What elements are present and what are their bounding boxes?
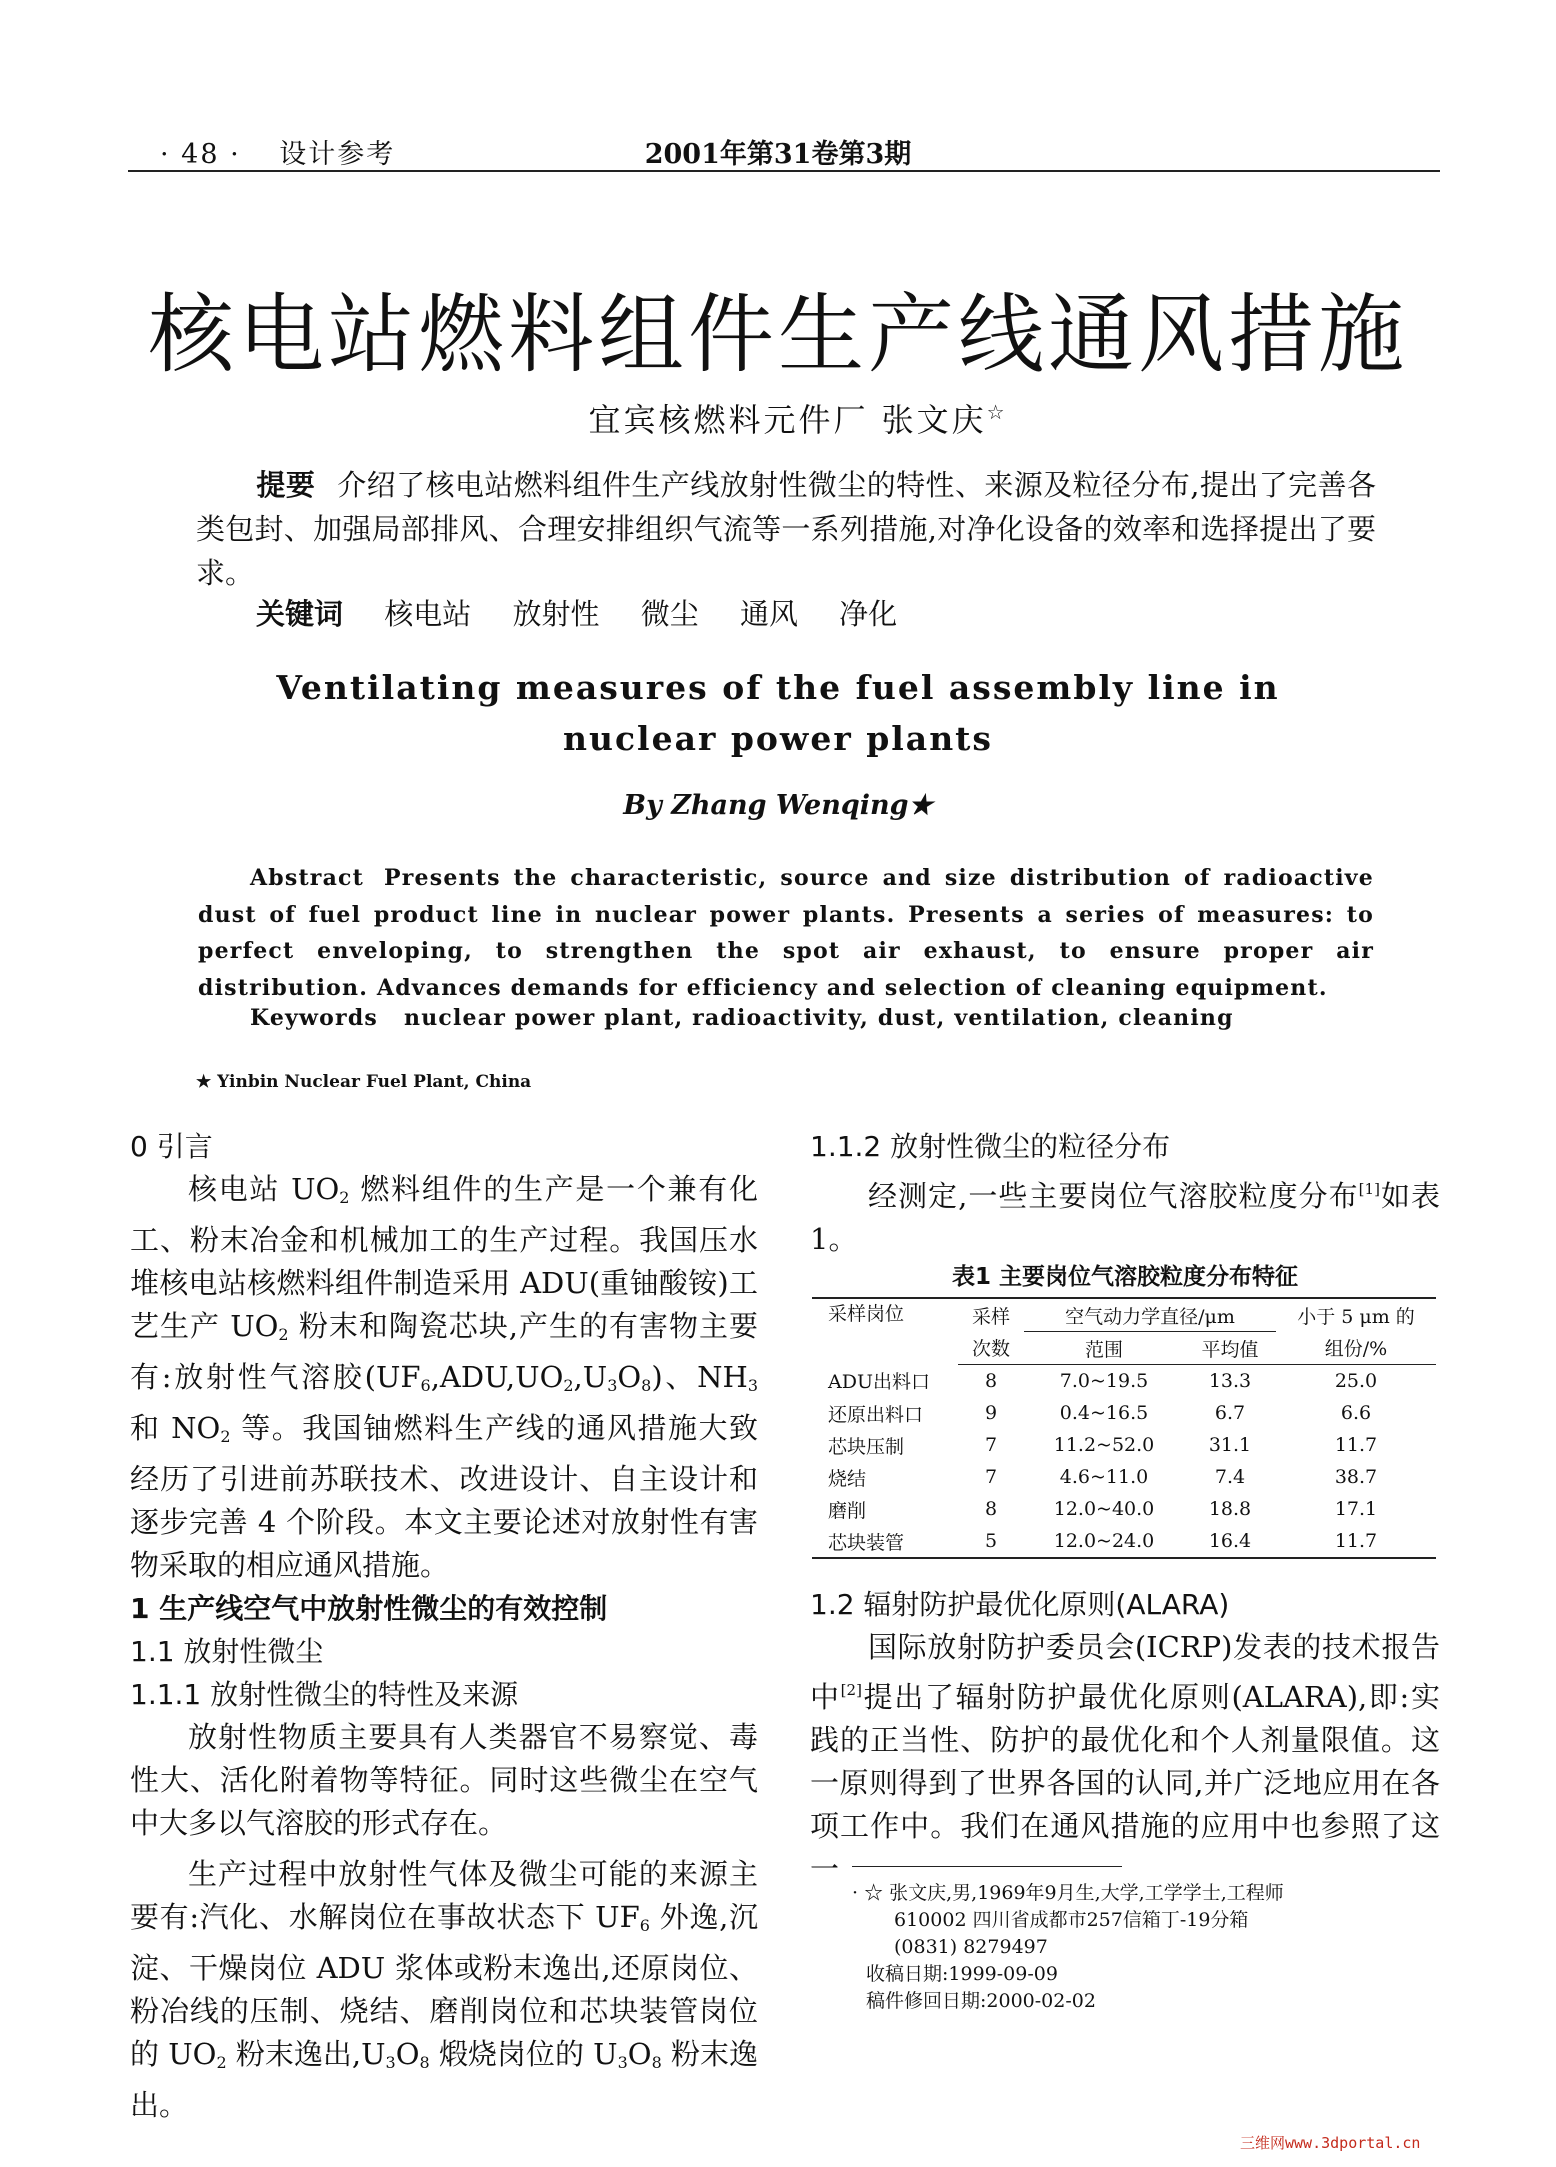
keyword: 微尘: [640, 597, 699, 631]
table-row: 芯块压制 7 11.2~52.0 31.1 11.7: [828, 1434, 1378, 1458]
th-count: 次数: [958, 1332, 1024, 1365]
subsection-heading: 1.1 放射性微尘: [130, 1635, 324, 1668]
th-range: 范围: [1024, 1332, 1184, 1365]
footnote-line: · ☆ 张文庆,男,1969年9月生,大学,工学学士,工程师: [852, 1882, 1284, 1904]
footnote-line: 稿件修回日期:2000-02-02: [866, 1990, 1096, 2012]
abstract-en-label: Abstract: [250, 865, 365, 891]
table-row: 芯块装管 5 12.0~24.0 16.4 11.7: [812, 1525, 1436, 1558]
section-label: 设计参考: [279, 139, 396, 170]
header-rule: [128, 170, 1440, 172]
subsection-heading: 1.2 辐射防护最优化原则(ALARA): [810, 1588, 1230, 1621]
english-title-line: nuclear power plants: [562, 719, 994, 758]
paragraph: 生产过程中放射性气体及微尘可能的来源主要有:汽化、水解岗位在事故状态下 $UF_6$ 外逸,沉淀、干燥岗位 ADU 浆体或粉末逸出,还原岗位、粉冶线的压制、烧结、磨削岗位和芯块装管岗位的 $UO_2$ 粉末逸出$,U_3O_8$ 煅烧岗位的 $U_3O_8$ 粉末逸出。: [130, 1857, 758, 2122]
th-fraction: 组份/%: [1276, 1332, 1436, 1365]
left-column: [130, 1125, 758, 2127]
paragraph: 国际放射防护委员会(ICRP)发表的技术报告中[2]提出了辐射防护最优化原则(ALARA),即:实践的正当性、防护的最优化和个人剂量限值。这一原则得到了世界各国的认同,并广泛地应用在各项工作中。我们在通风措施的应用中也参照了这一: [810, 1630, 1440, 1886]
footnote: [852, 1880, 1284, 2015]
author-mark: ☆: [986, 400, 1008, 424]
keyword: 净化: [839, 597, 898, 631]
watermark: 三维网www.3dportal.cn: [1240, 2134, 1421, 2152]
table-row: ADU出料口 8 7.0~19.5 13.3 25.0: [828, 1370, 1378, 1394]
footnote-line: 610002 四川省成都市257信箱丁-19分箱: [894, 1909, 1249, 1931]
th-fraction: 小于 5 μm 的: [1276, 1298, 1436, 1332]
author-line: [0, 395, 1556, 441]
keywords-cn: [256, 592, 897, 633]
particle-size-table: [812, 1297, 1436, 1559]
abstract-label: 提要: [256, 468, 316, 502]
section-heading: 1 生产线空气中放射性微尘的有效控制: [130, 1592, 608, 1625]
table-row: 还原出料口 9 0.4~16.5 6.7 6.6: [828, 1402, 1372, 1426]
section-heading: 0 引言: [130, 1130, 213, 1163]
abstract-text: 介绍了核电站燃料组件生产线放射性微尘的特性、来源及粒径分布,提出了完善各类包封、加强局部排风、合理安排组织气流等一系列措施,对净化设备的效率和选择提出了要求。: [196, 468, 1376, 590]
table-caption: 表1 主要岗位气溶胶粒度分布特征: [951, 1264, 1298, 1290]
paragraph: 核电站 $UO_2$ 燃料组件的生产是一个兼有化工、粉末冶金和机械加工的生产过程。我国压水堆核电站核燃料组件制造采用 ADU(重铀酸铵)工艺生产 $UO_2$ 粉末和陶瓷芯块,产生的有害物主要有:放射性气溶胶$(UF_6,ADU,UO_2,U_3O_8)$、$NH_3$ 和 $NO_2$ 等。我国铀燃料生产线的通风措施大致经历了引进前苏联技术、改进设计、自主设计和逐步完善 4 个阶段。本文主要论述对放射性有害物采取的相应通风措施。: [130, 1172, 758, 1582]
paragraph: 放射性物质主要具有人类器官不易察觉、毒性大、活化附着物等特征。同时这些微尘在空气中大多以气溶胶的形式存在。: [130, 1720, 758, 1840]
paper-title: 核电站燃料组件生产线通风措施: [148, 285, 1408, 385]
right-column: [810, 1125, 1440, 1261]
keyword: 核电站: [384, 597, 472, 631]
th-average: 平均值: [1184, 1332, 1276, 1365]
right-column-lower: [810, 1583, 1440, 1891]
authors: 宜宾核燃料元件厂 张文庆: [588, 401, 987, 439]
keywords-label: 关键词: [256, 597, 344, 631]
keywords-en-text: nuclear power plant, radioactivity, dust, ventilation, cleaning: [404, 1005, 1234, 1031]
english-title: [0, 662, 1556, 764]
english-title-line: Ventilating measures of the fuel assembly line in: [276, 668, 1280, 707]
page-number: · 48 ·: [160, 139, 241, 170]
abstract-cn: [196, 463, 1376, 595]
footnote-line: (0831) 8279497: [894, 1936, 1048, 1958]
abstract-en: [198, 860, 1374, 1006]
paragraph: 经测定,一些主要岗位气溶胶粒度分布[1]如表 1。: [810, 1179, 1440, 1256]
th-diameter: 空气动力学直径/μm: [1024, 1298, 1276, 1332]
affiliation-en: ★ Yinbin Nuclear Fuel Plant, China: [196, 1072, 532, 1092]
footnote-rule: [852, 1866, 1122, 1867]
footnote-line: 收稿日期:1999-09-09: [866, 1963, 1058, 1985]
th-site: 采样岗位: [812, 1298, 958, 1365]
english-byline: By Zhang Wenqing★: [623, 790, 933, 821]
table-row: 磨削 8 12.0~40.0 18.8 17.1: [828, 1498, 1378, 1522]
keywords-en: [250, 1005, 1234, 1031]
keyword: 通风: [739, 597, 798, 631]
issue-info: 2001年第31卷第3期: [644, 139, 912, 170]
subsection-heading: 1.1.2 放射性微尘的粒径分布: [810, 1130, 1171, 1163]
th-count: 采样: [958, 1298, 1024, 1332]
table-row: 烧结 7 4.6~11.0 7.4 38.7: [828, 1466, 1378, 1490]
abstract-en-text: Presents the characteristic, source and size distribution of radioactive dust of fuel product line in nuclear power plants. Presents a series of measures: to perfect enveloping, to strengthen the spot air exhaust, to ensure proper air distribution. Advances demands for efficiency and selection of cleaning equipment.: [198, 865, 1374, 1001]
keywords-en-label: Keywords: [250, 1005, 378, 1031]
keyword: 放射性: [512, 597, 600, 631]
subsection-heading: 1.1.1 放射性微尘的特性及来源: [130, 1678, 519, 1711]
